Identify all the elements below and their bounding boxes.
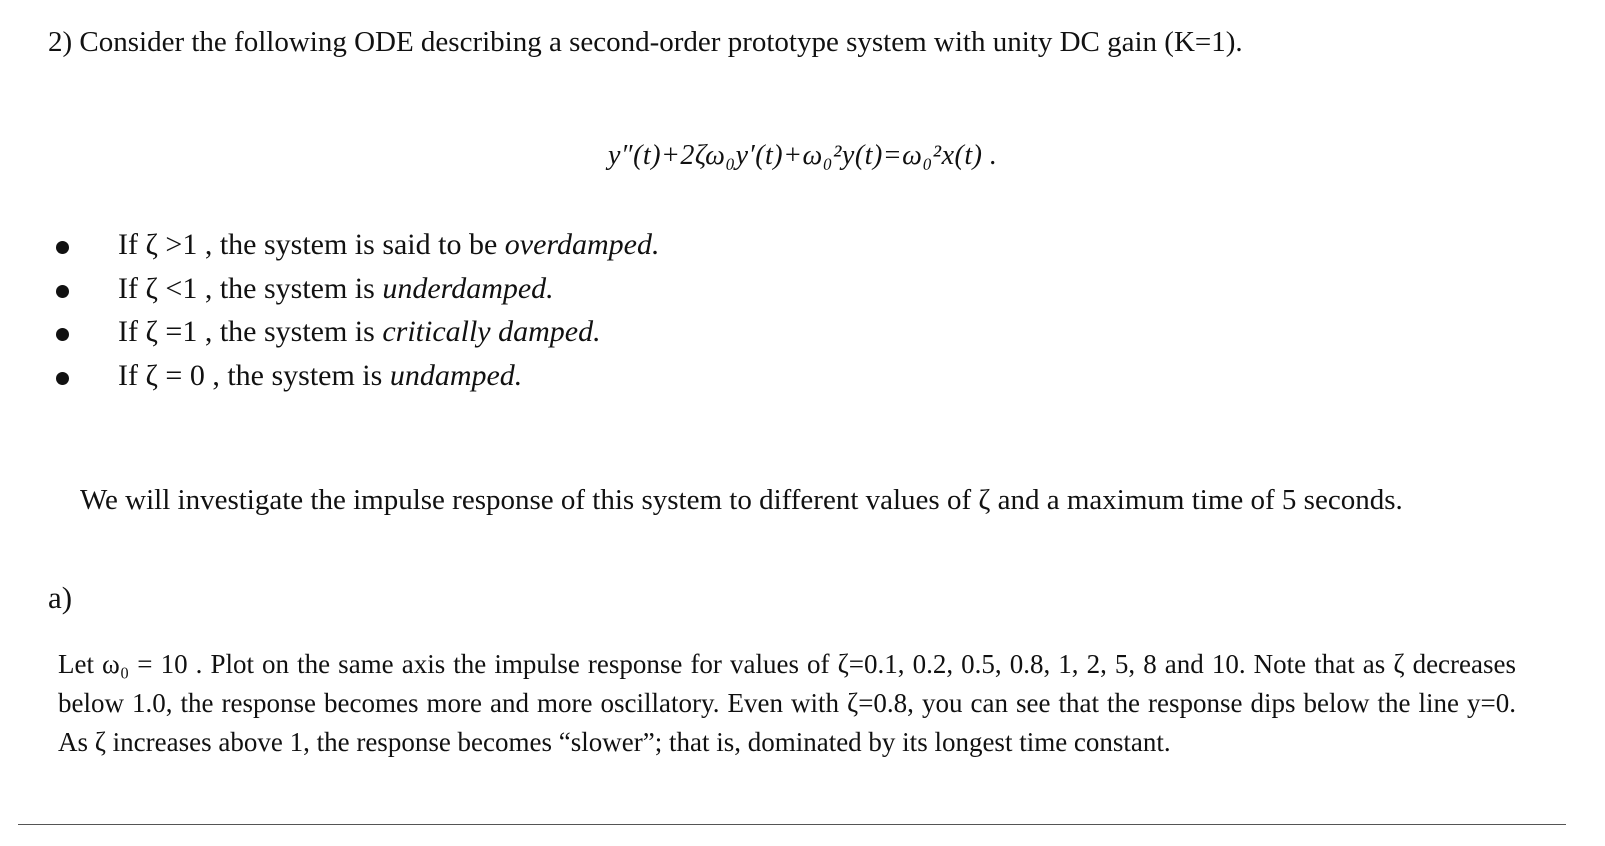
part-a-label: a) xyxy=(48,580,73,615)
page-divider xyxy=(18,824,1566,825)
bullet-icon xyxy=(56,372,69,385)
case-state: underdamped. xyxy=(382,272,554,305)
bullet-icon xyxy=(56,285,69,298)
intro-sentence: We will investigate the impulse response of this system to different values of ζ and a maximum time of 5 seconds. xyxy=(80,484,1403,516)
case-condition: If ζ = 0 , the system is xyxy=(118,359,390,392)
case-state: undamped. xyxy=(389,359,523,392)
case-state: overdamped. xyxy=(504,228,660,261)
case-condition: If ζ <1 , the system is xyxy=(118,272,383,305)
problem-heading: 2) Consider the following ODE describing a second-order prototype system with unity DC gain (K=1). xyxy=(48,26,1243,58)
bullet-icon xyxy=(56,328,69,341)
bullet-icon xyxy=(56,241,69,254)
case-condition: If ζ >1 , the system is said to be xyxy=(118,228,505,261)
case-condition: If ζ =1 , the system is xyxy=(118,315,383,348)
part-a-instructions: Let ω₀ = 10 . Plot on the same axis the impulse response for values of ζ=0.1, 0.2, 0.5, 0.8, 1, 2, 5, 8 and 10. Note that as ζ decreases below 1.0, the response becomes more and more oscillatory. Even with ζ=0.8, you can see that the response dips below the line y=0. As ζ increases above 1, the response becomes “slower”; that is, dominated by its longest time constant. xyxy=(58,649,1516,757)
case-state: critically damped. xyxy=(382,315,601,348)
ode-equation: y″(t)+2ζω₀y′(t)+ω₀²y(t)=ω₀²x(t) . xyxy=(608,140,998,171)
